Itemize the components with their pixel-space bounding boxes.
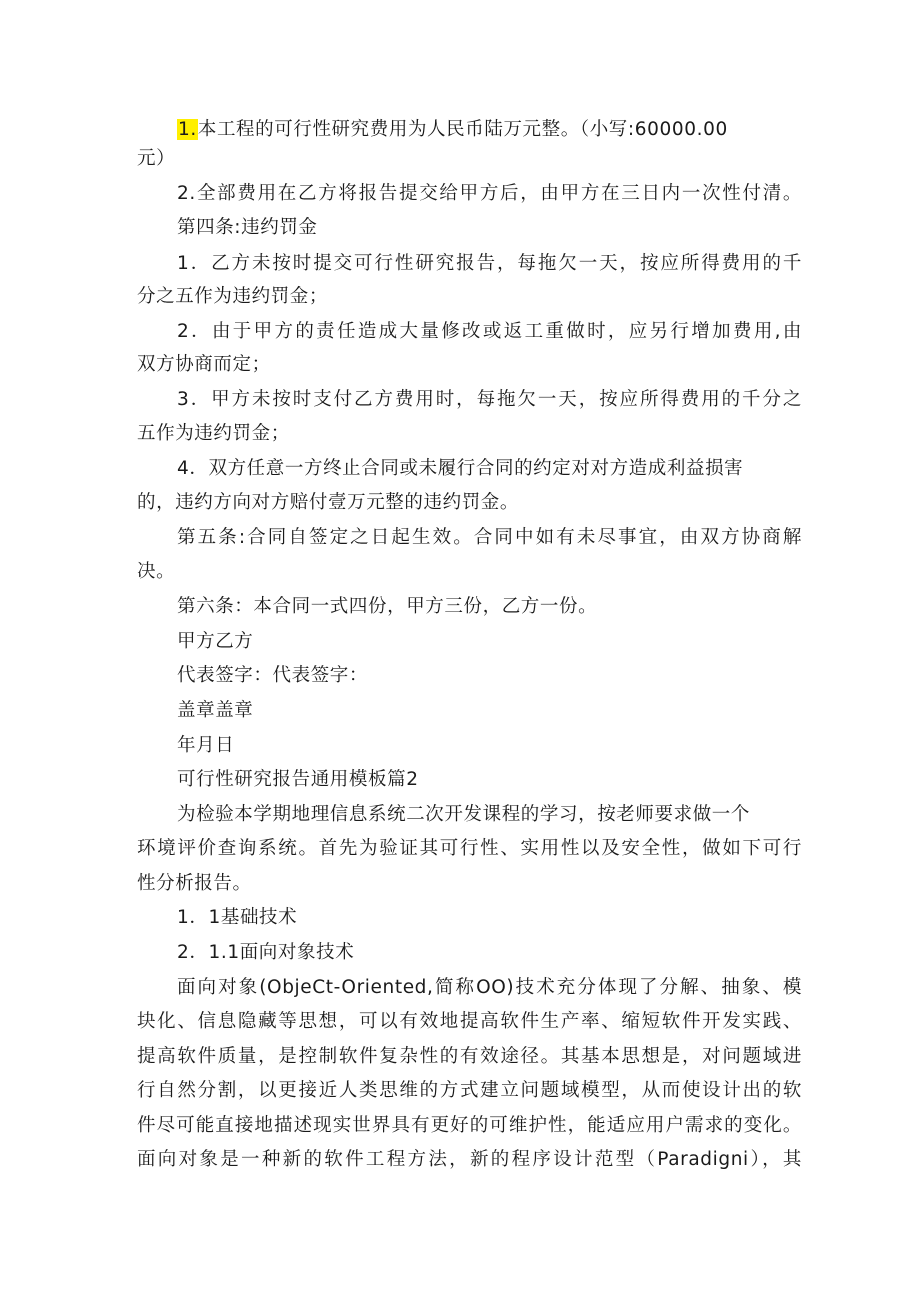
paragraph-line: 第六条：本合同一式四份，甲方三份，乙方一份。	[177, 596, 598, 617]
signature-line: 代表签字：代表签字：	[177, 665, 369, 686]
paragraph-line: 2．由于甲方的责任造成大量修改或返工重做时，应另行增加费用,由	[177, 321, 802, 342]
line-text: 本工程的可行性研究费用为人民币陆万元整。（小写:60000.00	[197, 119, 728, 140]
section-heading: 第四条:违约罚金	[177, 217, 318, 238]
paragraph-line: 的，违约方向对方赔付壹万元整的违约罚金。	[137, 492, 520, 513]
paragraph-line: 4．双方任意一方终止合同或未履行合同的约定对对方造成利益损害	[177, 458, 744, 479]
paragraph-line: 1．乙方未按时提交可行性研究报告，每拖欠一天，按应所得费用的千	[177, 253, 802, 274]
paragraph-line: 面向对象(ObjeCt-Oriented,简称OO)技术充分体现了分解、抽象、模	[177, 977, 802, 998]
paragraph-line	[177, 118, 842, 142]
paragraph-line: 块化、信息隐藏等思想，可以有效地提高软件生产率、缩短软件开发实践、	[137, 1011, 802, 1032]
paragraph-line: 决。	[137, 561, 176, 582]
seal-line: 盖章盖章	[177, 700, 254, 721]
subsection-heading: 2．1.1面向对象技术	[177, 942, 355, 963]
paragraph-line: 面向对象是一种新的软件工程方法，新的程序设计范型（Paradigni），其	[137, 1149, 802, 1170]
signature-parties: 甲方乙方	[177, 631, 254, 652]
paragraph-line: 3．甲方未按时支付乙方费用时，每拖欠一天，按应所得费用的千分之	[177, 389, 802, 410]
paragraph-line: 第五条:合同自签定之日起生效。合同中如有未尽事宜，由双方协商解	[177, 527, 802, 548]
paragraph-line: 性分析报告。	[137, 873, 252, 894]
paragraph-line: 行自然分割，以更接近人类思维的方式建立问题域模型，从而使设计出的软	[137, 1080, 802, 1101]
highlighted-item-number: 1.	[178, 119, 197, 140]
paragraph-line: 元）	[137, 148, 176, 169]
section-title: 可行性研究报告通用模板篇2	[177, 769, 419, 790]
paragraph-line: 件尽可能直接地描述现实世界具有更好的可维护性，能适应用户需求的变化。	[137, 1115, 802, 1136]
paragraph-line: 分之五作为违约罚金；	[137, 286, 329, 307]
paragraph-line: 提高软件质量，是控制软件复杂性的有效途径。其基本思想是，对问题域进	[137, 1046, 802, 1067]
paragraph-line: 为检验本学期地理信息系统二次开发课程的学习，按老师要求做一个	[177, 804, 751, 825]
date-line: 年月日	[177, 735, 235, 756]
subsection-heading: 1．1基础技术	[177, 907, 298, 928]
paragraph-line: 五作为违约罚金；	[137, 423, 290, 444]
paragraph-line: 双方协商而定；	[137, 354, 271, 375]
paragraph-line: 环境评价查询系统。首先为验证其可行性、实用性以及安全性，做如下可行	[137, 838, 802, 859]
paragraph-line: 2.全部费用在乙方将报告提交给甲方后，由甲方在三日内一次性付清。	[177, 183, 802, 204]
